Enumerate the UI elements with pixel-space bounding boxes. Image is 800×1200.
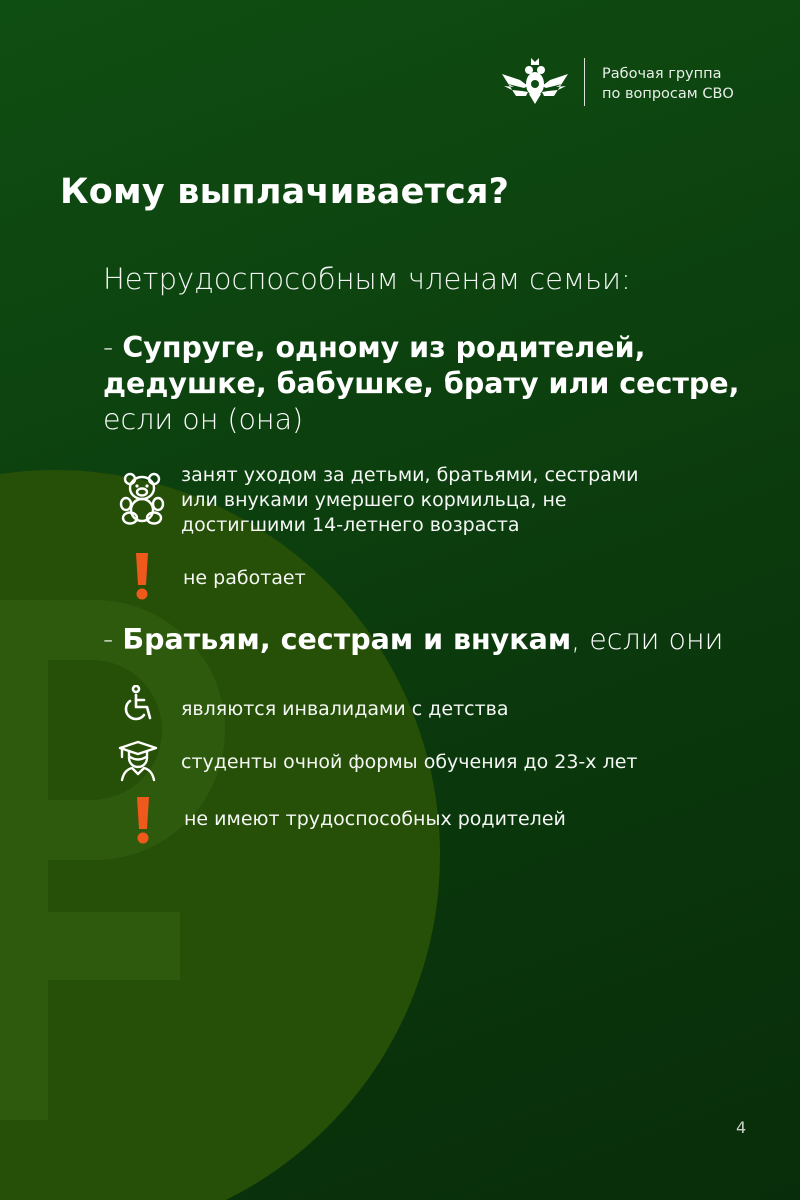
- condition-no-parents-text: не имеют трудоспособных родителей: [184, 808, 566, 830]
- group1-tail: если он (она): [103, 403, 304, 436]
- recipient-group-2: [103, 622, 723, 658]
- organization-name-line1: Рабочая группа: [602, 66, 722, 82]
- condition-disabled-text: являются инвалидами с детства: [181, 698, 509, 720]
- student-graduation-cap-icon: [118, 740, 158, 782]
- group1-dash: -: [103, 331, 123, 364]
- exclamation-icon: [132, 551, 152, 601]
- intro-text: Нетрудоспособным членам семьи:: [103, 262, 631, 296]
- group2-bold: Братьям, сестрам и внукам: [122, 623, 572, 656]
- group2-tail: , если они: [571, 623, 724, 656]
- wheelchair-icon: [120, 685, 154, 723]
- group1-bold-line1: Супруге, одному из родителей,: [122, 331, 646, 364]
- page-number: 4: [736, 1118, 747, 1137]
- recipient-group-1: [103, 330, 783, 438]
- double-headed-eagle-emblem-icon: [498, 56, 572, 106]
- condition-childcare-line3: достигшими 14-летнего возраста: [181, 514, 520, 536]
- exclamation-icon: [133, 795, 153, 845]
- organization-name-line2: по вопросам СВО: [602, 86, 734, 102]
- group1-bold-line2: дедушке, бабушке, брату или сестре,: [103, 367, 740, 400]
- condition-childcare-text: [181, 463, 639, 538]
- condition-childcare-line1: занят уходом за детьми, братьями, сестрами: [181, 464, 639, 486]
- condition-childcare-line2: или внуками умершего кормильца, не: [181, 489, 567, 511]
- condition-not-working-text: не работает: [183, 567, 306, 589]
- group2-dash: -: [103, 623, 123, 656]
- organization-name: [602, 64, 734, 104]
- header-divider: [584, 58, 585, 106]
- page-title: Кому выплачивается?: [60, 172, 510, 212]
- teddy-bear-icon: [118, 472, 166, 526]
- condition-student-text: студенты очной формы обучения до 23-х лет: [181, 751, 638, 773]
